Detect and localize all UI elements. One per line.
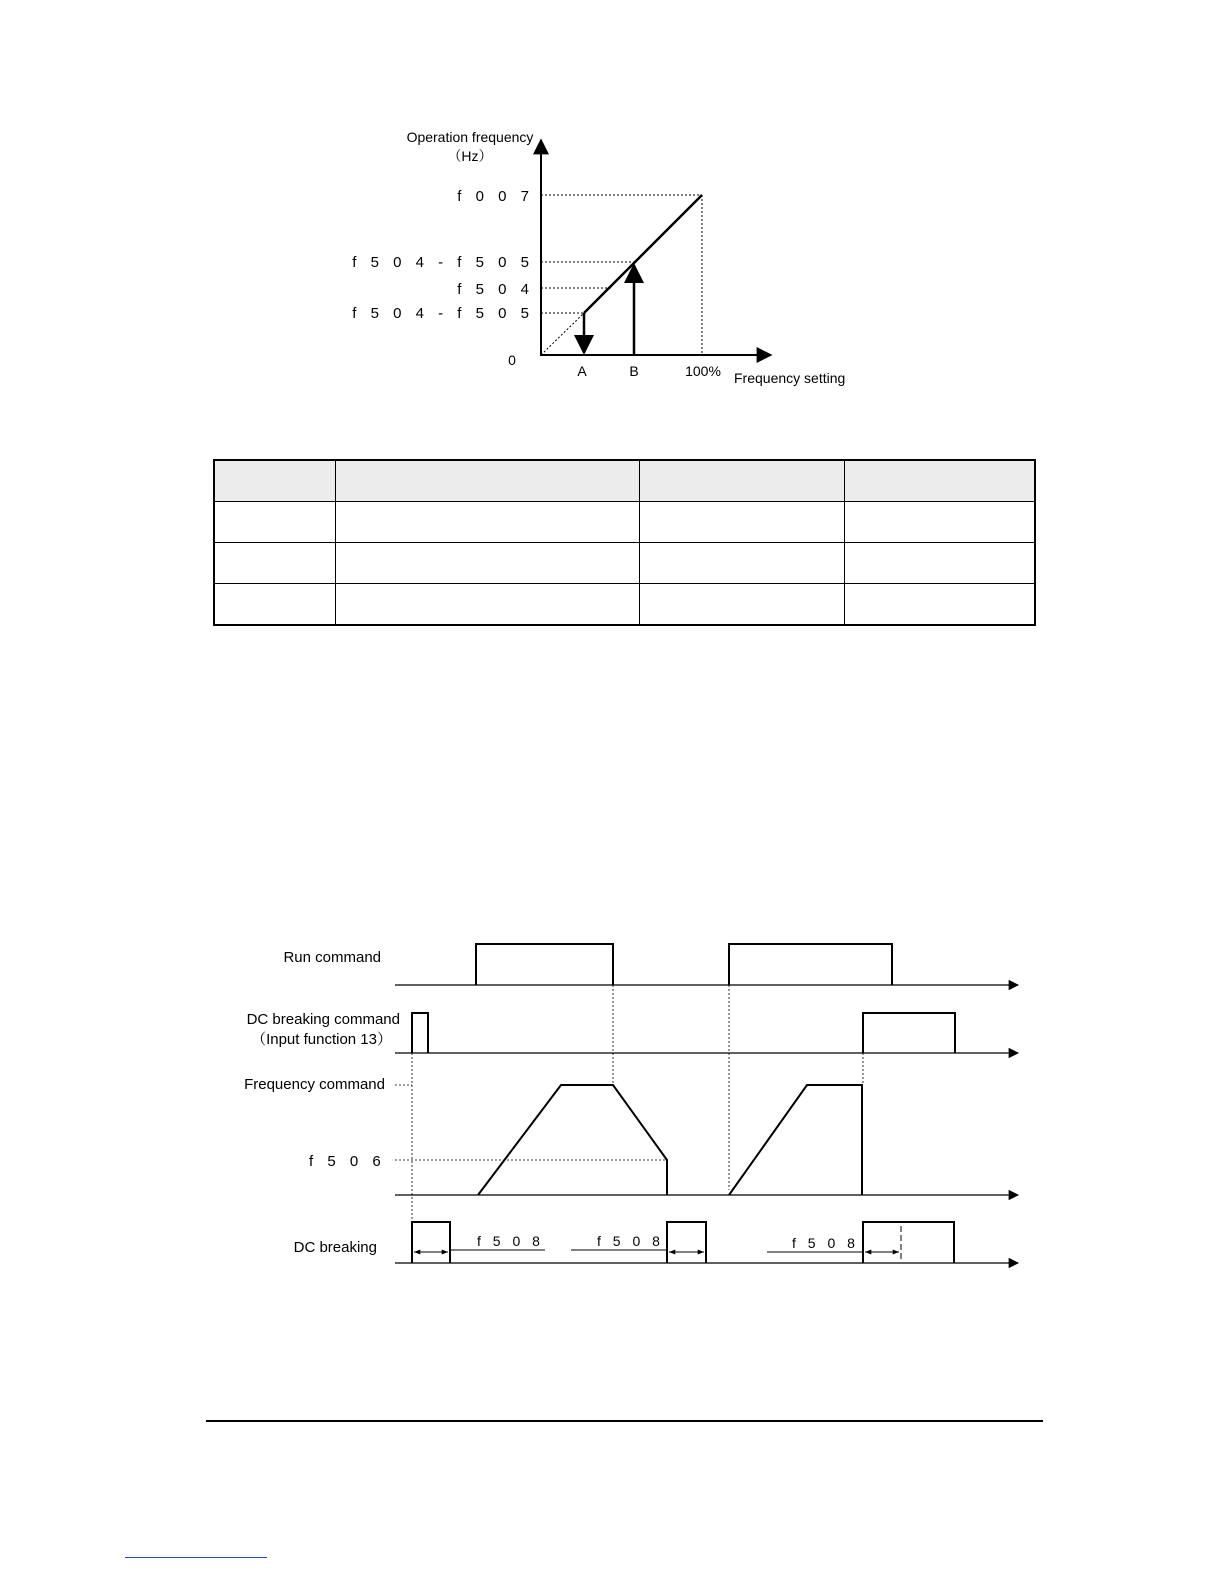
table-header-cell: [336, 460, 640, 502]
x-axis-title: Frequency setting: [734, 370, 846, 386]
table-cell: [336, 584, 640, 626]
y-tick-upper: f 5 0 4 - f 5 0 5: [352, 254, 534, 271]
y-tick-f007: f 0 0 7: [457, 188, 534, 205]
table-header-cell: [640, 460, 845, 502]
x-tick-100: 100%: [685, 363, 721, 379]
parameter-table: [213, 459, 1036, 626]
label-dc-breaking: DC breaking: [293, 1239, 377, 1256]
table-cell: [640, 543, 845, 584]
table-cell: [845, 584, 1036, 626]
table-cell: [845, 543, 1036, 584]
label-f508-1: f 5 0 8: [477, 1233, 544, 1249]
footer-link-underline: [125, 1557, 267, 1558]
label-input-function: （Input function 13）: [251, 1031, 392, 1048]
table-cell: [845, 502, 1036, 543]
table-cell: [640, 502, 845, 543]
table-row: [214, 502, 1035, 543]
table-header-cell: [214, 460, 336, 502]
y-axis-unit: （Hz）: [447, 148, 493, 164]
table-cell: [336, 543, 640, 584]
table-header-row: [214, 460, 1035, 502]
label-run-command: Run command: [283, 949, 381, 966]
guide-origin-diag: [541, 313, 584, 355]
footer-rule: [206, 1420, 1043, 1422]
table-row: [214, 543, 1035, 584]
label-f508-3: f 5 0 8: [792, 1235, 859, 1251]
label-f506: f 5 0 6: [309, 1153, 386, 1170]
label-dc-breaking-command: DC breaking command: [246, 1011, 400, 1028]
table-row: [214, 584, 1035, 626]
table-cell: [336, 502, 640, 543]
label-frequency-command: Frequency command: [244, 1076, 385, 1093]
label-f508-2: f 5 0 8: [597, 1233, 664, 1249]
x-tick-b: B: [629, 363, 639, 379]
table-cell: [214, 543, 336, 584]
table-cell: [214, 584, 336, 626]
y-tick-lower: f 5 0 4 - f 5 0 5: [352, 305, 534, 322]
table-header-cell: [845, 460, 1036, 502]
y-tick-f504: f 5 0 4: [457, 281, 534, 298]
origin-label: 0: [508, 352, 516, 368]
y-axis-title: Operation frequency: [406, 129, 534, 145]
x-tick-a: A: [577, 363, 587, 379]
table-cell: [640, 584, 845, 626]
table-cell: [214, 502, 336, 543]
characteristic-line: [584, 195, 702, 313]
